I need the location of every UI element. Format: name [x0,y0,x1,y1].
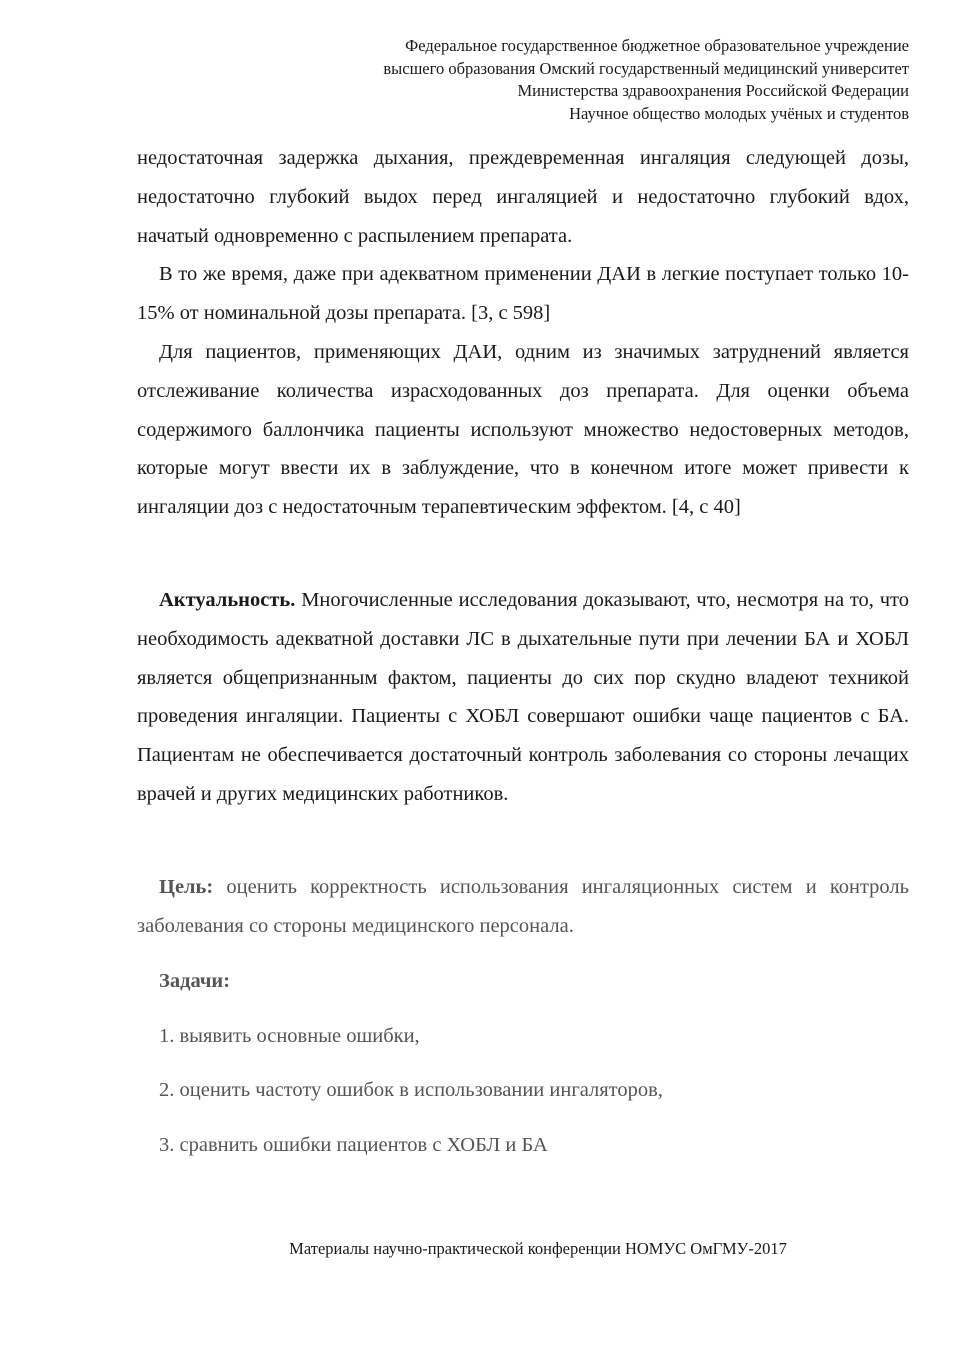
paragraph-inhalation-errors: недостаточная задержка дыхания, преждевременная ингаляция следующей дозы, недостаточно глубокий выдох перед ингаляцией и недостаточно глубокий вдох, начатый одновременно с распылением препарата. [137,147,909,247]
page-footer: Материалы научно-практической конференции НОМУС ОмГМУ-2017 [289,1239,787,1258]
header-line-university: высшего образования Омский государственный медицинский университет [383,58,909,78]
goal-text: оценить корректность использования ингаляционных систем и контроль заболевания со стороны медицинского персонала. [137,876,909,937]
task-item: 2. оценить частоту ошибок в использовании ингаляторов, [159,1079,663,1101]
paragraph-dose-delivery: В то же время, даже при адекватном применении ДАИ в легкие поступает только 10-15% от номинальной дозы препарата. [3, с 598] [137,263,909,324]
tasks-heading: Задачи: [159,970,231,992]
task-item: 3. сравнить ошибки пациентов с ХОБЛ и БА [159,1134,548,1156]
header-line-ministry: Министерства здравоохранения Российской Федерации [517,81,909,100]
page-header [137,35,909,125]
relevance-text: Многочисленные исследования доказывают, что, несмотря на то, что необходимость адекватной доставки ЛС в дыхательные пути при лечении БА и ХОБЛ является общепризнанным фактом, пациенты до сих пор скудно владеют техникой проведения ингаляции. Пациенты с ХОБЛ совершают ошибки чаще пациентов с БА. Пациентам не обеспечивается достаточный контроль заболевания со стороны лечащих врачей и других медицинских работников. [137,589,909,805]
paragraph-dose-tracking: Для пациентов, применяющих ДАИ, одним из значимых затруднений является отслеживание количества израсходованных доз препарата. Для оценки объема содержимого баллончика пациенты используют множество недостоверных методов, которые могут ввести их в заблуждение, что в конечном итоге может привести к ингаляции доз с недостаточным терапевтическим эффектом. [4, с 40] [137,341,909,519]
paragraph-relevance [137,581,909,814]
header-line-society: Научное общество молодых учёных и студентов [569,103,909,123]
header-line-institution: Федеральное государственное бюджетное образовательное учреждение [405,36,909,55]
goal-label: Цель: [159,876,214,898]
paragraph-goal [137,868,909,946]
task-item: 1. выявить основные ошибки, [159,1025,420,1047]
relevance-label: Актуальность. [159,589,296,611]
